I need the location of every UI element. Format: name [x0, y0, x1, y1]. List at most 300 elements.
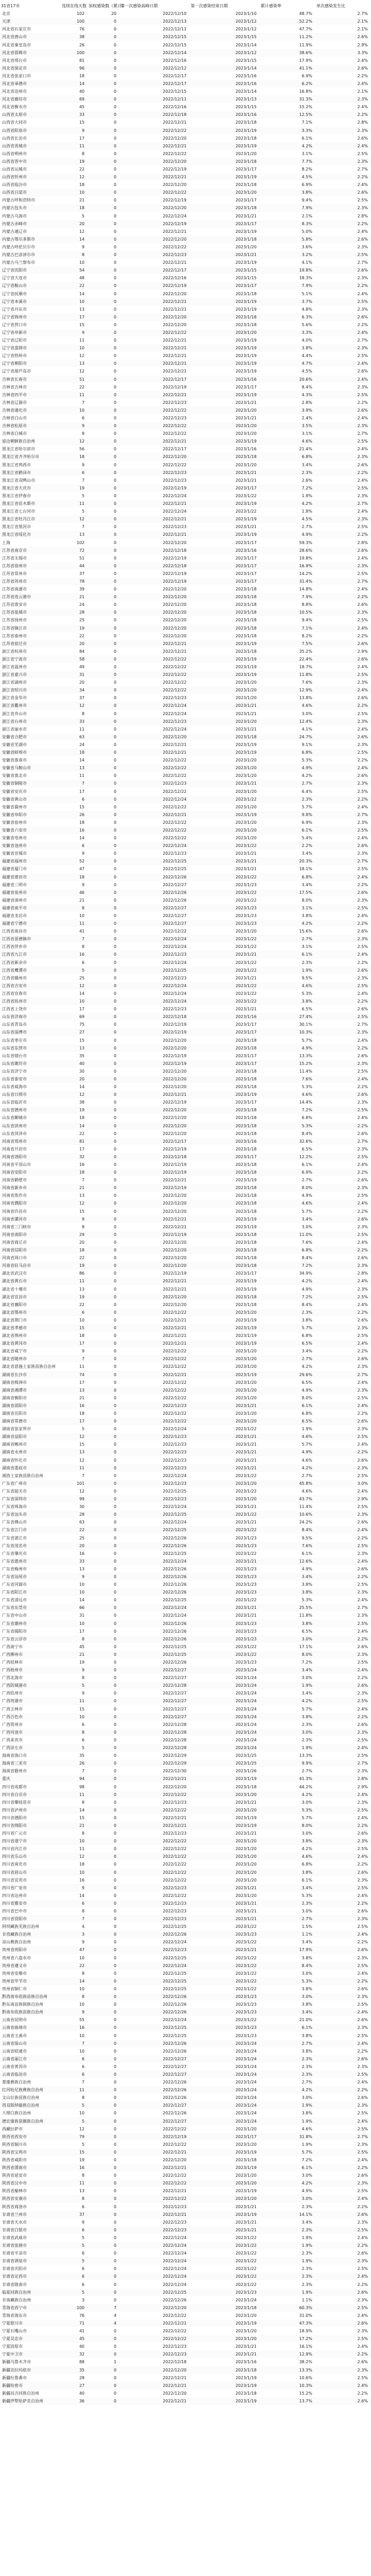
region-cell: 甘南藏族自治州: [2, 2297, 31, 2302]
end-date-cell: 2023/1/20: [190, 189, 260, 196]
online-days-cell: 21: [79, 198, 85, 203]
peak-date-cell: 2022/12/22: [162, 929, 187, 934]
online-days-cell: 52: [61, 857, 88, 865]
single-rate-cell: 2.6%: [315, 33, 371, 41]
single-rate-cell: 2.2%: [315, 795, 371, 803]
peak-date-cell: 2022/12/27: [120, 1713, 190, 1721]
region-cell: 浙江省温州市: [2, 665, 27, 670]
single-rate-cell: 2.4%: [315, 951, 371, 958]
table-row: [0, 2094, 371, 2102]
weighted-infections-cell: 0: [113, 1551, 116, 1556]
cumulative-rate-cell: 5.3%: [301, 991, 312, 996]
cumulative-rate-cell: 25.5%: [260, 1604, 315, 1612]
single-rate-cell: 2.3%: [357, 2064, 368, 2069]
weighted-infections-cell: 0: [88, 1355, 120, 1363]
online-days-cell: 18: [79, 1862, 85, 1867]
table-row: [0, 1799, 371, 1806]
peak-date-cell: 2022/12/29: [120, 1759, 190, 1767]
single-rate-cell: 2.6%: [315, 1417, 371, 1425]
single-rate-cell: 2.2%: [357, 758, 368, 763]
weighted-infections-cell: 0: [88, 500, 120, 507]
end-date-cell: 2023/1/22: [190, 1962, 260, 1970]
online-days-cell: 100: [61, 18, 88, 25]
online-days-cell: 7: [61, 1915, 88, 1923]
single-rate-cell: 2.4%: [315, 873, 371, 881]
cumulative-rate-cell: 4.9%: [260, 1044, 315, 1052]
weighted-infections-cell: 0: [113, 1877, 116, 1883]
single-rate-cell: 2.2%: [357, 2204, 368, 2209]
region-cell: 河北省张家口市: [2, 73, 31, 78]
single-rate-cell: 2.3%: [315, 1184, 371, 1192]
region-cell: 吉林省吉林市: [2, 384, 27, 389]
region-cell: 内蒙古赤峰市: [0, 220, 61, 228]
region-cell: 江苏省无锡市: [2, 555, 27, 561]
peak-date-cell: 2022/12/24: [120, 795, 190, 803]
cumulative-rate-cell: 3.0%: [301, 1224, 312, 1229]
cumulative-rate-cell: 5.7%: [301, 1038, 312, 1043]
end-date-cell: 2023/1/21: [235, 726, 257, 732]
peak-date-cell: 2022/12/23: [162, 1909, 187, 1914]
cumulative-rate-cell: 3.0%: [260, 1993, 315, 2001]
table-row: [0, 974, 371, 982]
region-cell: 云南省曲靖市: [0, 2024, 61, 2031]
single-rate-cell: 2.2%: [357, 1862, 368, 1867]
peak-date-cell: 2022/12/23: [120, 1915, 190, 1923]
end-date-cell: 2023/1/18: [190, 624, 260, 632]
weighted-infections-cell: 0: [88, 2148, 120, 2156]
end-date-cell: 2023/1/22: [190, 1526, 260, 1534]
weighted-infections-cell: 0: [88, 484, 120, 492]
peak-date-cell: 2022/12/28: [120, 1682, 190, 1689]
online-days-cell: 8: [61, 904, 88, 912]
single-rate-cell: 2.6%: [315, 2289, 371, 2296]
cumulative-rate-cell: 1.9%: [260, 2289, 315, 2296]
single-rate-cell: 2.6%: [357, 1520, 368, 1525]
weighted-infections-cell: 0: [88, 1060, 120, 1067]
cumulative-rate-cell: 3.0%: [260, 1635, 315, 1643]
region-cell: 广西柳州市: [0, 1651, 61, 1658]
cumulative-rate-cell: 3.4%: [260, 1215, 315, 1223]
peak-date-cell: 2022/12/27: [120, 1666, 190, 1674]
single-rate-cell: 2.3%: [357, 1146, 368, 1151]
region-cell: 辽宁省本溪市: [0, 298, 61, 306]
single-rate-cell: 2.2%: [357, 2048, 368, 2054]
single-rate-cell: 2.3%: [315, 1386, 371, 1394]
online-days-cell: 66: [61, 1604, 88, 1612]
region-cell: 广东省云浮市: [0, 1635, 61, 1643]
single-rate-cell: 2.3%: [357, 1955, 368, 1960]
weighted-infections-cell: 0: [113, 2329, 116, 2334]
end-date-cell: 2023/1/18: [235, 2158, 257, 2163]
end-date-cell: 2023/1/21: [235, 1909, 257, 1914]
table-row: [0, 2016, 371, 2024]
table-row: [0, 943, 371, 951]
cumulative-rate-cell: 1.9%: [301, 2142, 312, 2147]
region-cell: 云南省普洱市: [2, 2064, 27, 2069]
peak-date-cell: 2022/12/23: [162, 2204, 187, 2209]
online-days-cell: 18: [79, 73, 85, 78]
cumulative-rate-cell: 11.4%: [299, 1069, 312, 1074]
end-date-cell: 2023/1/20: [190, 764, 260, 772]
weighted-infections-cell: 0: [88, 1480, 120, 1487]
single-rate-cell: 2.4%: [357, 1706, 368, 1711]
cumulative-rate-cell: 3.4%: [301, 2219, 312, 2225]
table-row: [0, 2273, 371, 2280]
peak-date-cell: 2022/12/21: [120, 2148, 190, 2156]
peak-date-cell: 2022/12/18: [120, 562, 190, 570]
end-date-cell: 2023/1/19: [235, 369, 257, 374]
end-date-cell: 2023/1/21: [235, 2204, 257, 2209]
end-date-cell: 2023/1/20: [190, 1837, 260, 1845]
region-cell: 内蒙古鄂尔多斯市: [0, 235, 61, 243]
region-cell: 安徽省滁州市: [2, 804, 27, 809]
cumulative-rate-cell: 6.5%: [301, 1007, 312, 1012]
single-rate-cell: 2.7%: [315, 857, 371, 865]
end-date-cell: 2023/1/24: [190, 2071, 260, 2078]
peak-date-cell: 2022/12/26: [162, 1566, 187, 1571]
single-rate-cell: 2.6%: [315, 547, 371, 554]
end-date-cell: 2023/1/18: [190, 1293, 260, 1301]
single-rate-cell: 2.5%: [357, 2002, 368, 2007]
peak-date-cell: 2022/12/23: [162, 1442, 187, 1447]
single-rate-cell: 2.5%: [357, 2189, 368, 2194]
peak-date-cell: 2022/12/26: [120, 1620, 190, 1628]
table-row: [0, 1161, 371, 1168]
single-rate-cell: 2.7%: [315, 2133, 371, 2141]
end-date-cell: 2023/1/19: [235, 260, 257, 265]
end-date-cell: 2023/1/18: [190, 1122, 260, 1130]
weighted-infections-cell: 0: [113, 384, 116, 389]
single-rate-cell: 2.4%: [315, 329, 371, 336]
end-date-cell: 2023/1/23: [235, 1660, 257, 1665]
online-days-cell: 6: [61, 842, 88, 850]
table-row: [0, 1239, 371, 1246]
table-row: [0, 2156, 371, 2164]
cumulative-rate-cell: 4.3%: [260, 391, 315, 399]
weighted-infections-cell: 0: [113, 1458, 116, 1463]
weighted-infections-cell: 0: [88, 640, 120, 648]
peak-date-cell: 2022/12/27: [162, 882, 187, 887]
end-date-cell: 2023/1/20: [235, 2142, 257, 2147]
weighted-infections-cell: 0: [88, 344, 120, 352]
single-rate-cell: 2.6%: [357, 696, 368, 701]
single-rate-cell: 2.4%: [315, 360, 371, 367]
online-days-cell: 71: [61, 2319, 88, 2327]
weighted-infections-cell: 0: [113, 991, 116, 996]
table-row: [0, 686, 371, 694]
single-rate-cell: 2.6%: [315, 967, 371, 974]
peak-date-cell: 2022/12/22: [120, 2195, 190, 2202]
cumulative-rate-cell: 3.4%: [301, 462, 312, 467]
peak-date-cell: 2022/12/17: [120, 376, 190, 383]
end-date-cell: 2023/1/20: [235, 2126, 257, 2131]
peak-date-cell: 2022/12/20: [120, 1044, 190, 1052]
single-rate-cell: 3.3%: [315, 49, 371, 57]
region-cell: 湖北省黄冈市: [0, 1340, 61, 1347]
single-rate-cell: 2.3%: [357, 820, 368, 825]
region-cell: 广西河池市: [0, 1728, 61, 1736]
single-rate-cell: 2.4%: [357, 1038, 368, 1043]
peak-date-cell: 2022/12/21: [120, 749, 190, 756]
cumulative-rate-cell: 4.2%: [301, 773, 312, 778]
end-date-cell: 2023/1/24: [190, 1744, 260, 1752]
peak-date-cell: 2022/12/25: [120, 2289, 190, 2296]
single-rate-cell: 2.3%: [315, 1728, 371, 1736]
end-date-cell: 2023/1/20: [235, 244, 257, 249]
region-cell: 江西省赣州市: [2, 975, 27, 980]
single-rate-cell: 2.4%: [315, 1075, 371, 1083]
peak-date-cell: 2022/12/24: [120, 997, 190, 1005]
single-rate-cell: 2.3%: [315, 1837, 371, 1845]
peak-date-cell: 2022/12/15: [162, 42, 187, 47]
weighted-infections-cell: 0: [88, 49, 120, 57]
weighted-infections-cell: 0: [88, 686, 120, 694]
online-days-cell: 76: [79, 2313, 85, 2318]
online-days-cell: 20: [79, 1240, 85, 1245]
weighted-infections-cell: 0: [113, 897, 116, 903]
weighted-infections-cell: 0: [113, 462, 116, 467]
cumulative-rate-cell: 6.2%: [260, 80, 315, 88]
table-row: [0, 1433, 371, 1440]
peak-date-cell: 2022/12/24: [120, 2273, 190, 2280]
table-row: [0, 1417, 371, 1425]
end-date-cell: 2023/1/22: [190, 2257, 260, 2265]
region-cell: 江西省九江市: [0, 951, 61, 958]
table-row: [0, 515, 371, 523]
online-days-cell: 102: [76, 11, 85, 16]
peak-date-cell: 2022/12/22: [162, 431, 187, 436]
weighted-infections-cell: 0: [113, 1613, 116, 1618]
region-cell: 宁夏银川市: [0, 2319, 61, 2327]
end-date-cell: 2023/1/16: [235, 2360, 257, 2365]
weighted-infections-cell: 0: [88, 1542, 120, 1550]
online-days-cell: 5: [61, 1682, 88, 1689]
table-row: [0, 1472, 371, 1480]
end-date-cell: 2023/1/16: [235, 447, 257, 452]
online-days-cell: 5: [81, 213, 85, 218]
weighted-infections-cell: 0: [113, 555, 116, 561]
table-row: [0, 422, 371, 430]
cumulative-rate-cell: 2.1%: [301, 213, 312, 218]
weighted-infections-cell: 0: [88, 80, 120, 88]
region-cell: 黑龙江省佳木斯市: [0, 500, 61, 507]
single-rate-cell: 2.2%: [315, 1168, 371, 1176]
end-date-cell: 2023/1/20: [235, 431, 257, 436]
peak-date-cell: 2022/12/20: [162, 1784, 187, 1789]
region-cell: 江苏省盐城市: [0, 608, 61, 616]
single-rate-cell: 2.6%: [315, 1682, 371, 1689]
online-days-cell: 11: [61, 920, 88, 927]
cumulative-rate-cell: 6.8%: [260, 749, 315, 756]
single-rate-cell: 2.5%: [315, 2335, 371, 2343]
peak-date-cell: 2022/12/21: [120, 391, 190, 399]
peak-date-cell: 2022/12/26: [162, 1535, 187, 1540]
cumulative-rate-cell: 1.5%: [301, 1924, 312, 1929]
end-date-cell: 2023/1/20: [190, 826, 260, 834]
peak-date-cell: 2022/12/20: [120, 235, 190, 243]
peak-date-cell: 2022/12/23: [162, 1800, 187, 1805]
end-date-cell: 2023/1/24: [190, 1713, 260, 1721]
table-row: [0, 1954, 371, 1962]
end-date-cell: 2023/1/20: [190, 686, 260, 694]
table-row: [0, 360, 371, 367]
single-rate-cell: 2.2%: [315, 1122, 371, 1130]
online-days-cell: 14: [79, 1084, 85, 1090]
end-date-cell: 2023/1/15: [235, 105, 257, 110]
cumulative-rate-cell: 6.1%: [260, 2024, 315, 2031]
cumulative-rate-cell: 3.4%: [301, 1349, 312, 1354]
region-cell: 湖北省武汉市: [2, 1271, 27, 1276]
peak-date-cell: 2022/12/28: [162, 1737, 187, 1742]
online-days-cell: 16: [79, 1877, 85, 1883]
weighted-infections-cell: 0: [113, 1520, 116, 1525]
single-rate-cell: 2.2%: [315, 702, 371, 709]
online-days-cell: 20: [61, 1075, 88, 1083]
table-row: [0, 1876, 371, 1884]
end-date-cell: 2023/1/20: [190, 2179, 260, 2187]
online-days-cell: 41: [79, 929, 85, 934]
cumulative-rate-cell: 21.0%: [299, 2018, 312, 2023]
table-row: [0, 2350, 371, 2358]
cumulative-rate-cell: 10.3%: [260, 2382, 315, 2389]
online-days-cell: 11: [79, 338, 85, 343]
region-cell: 浙江省杭州市: [2, 649, 27, 654]
weighted-infections-cell: 0: [88, 127, 120, 134]
single-rate-cell: 2.5%: [357, 1395, 368, 1400]
table-row: [0, 196, 371, 204]
cumulative-rate-cell: 2.3%: [260, 2226, 315, 2234]
cumulative-rate-cell: 4.6%: [301, 1488, 312, 1494]
region-cell: 黔东南苗族侗族自治州: [2, 2002, 43, 2007]
region-cell: 河南省新乡市: [0, 1184, 61, 1192]
table-row: [0, 2242, 371, 2249]
online-days-cell: 18: [79, 1411, 85, 1416]
online-days-cell: 12: [79, 229, 85, 234]
weighted-infections-cell: 0: [113, 1831, 116, 1836]
online-days-cell: 6: [81, 960, 85, 965]
header-peak-date: 第一次感染高峰日期: [121, 4, 158, 9]
peak-date-cell: 2022/12/26: [120, 1573, 190, 1581]
weighted-infections-cell: 0: [113, 1722, 116, 1727]
online-days-cell: 22: [61, 1526, 88, 1534]
online-days-cell: 30: [79, 1069, 85, 1074]
cumulative-rate-cell: 6.5%: [301, 1146, 312, 1151]
end-date-cell: 2023/1/22: [235, 2235, 257, 2240]
region-cell: 湘西土家族苗族自治州: [2, 1473, 43, 1478]
cumulative-rate-cell: 4.2%: [260, 2179, 315, 2187]
online-days-cell: 69: [61, 95, 88, 103]
region-cell: 陕西省延安市: [2, 2173, 27, 2178]
cumulative-rate-cell: 4.2%: [301, 1364, 312, 1369]
region-cell: 广东省东莞市: [0, 1604, 61, 1612]
online-days-cell: 40: [79, 2344, 85, 2349]
cumulative-rate-cell: 4.2%: [260, 1277, 315, 1285]
peak-date-cell: 2022/12/21: [162, 1317, 187, 1323]
single-rate-cell: 2.3%: [357, 384, 368, 389]
peak-date-cell: 2022/12/26: [120, 1542, 190, 1550]
weighted-infections-cell: 0: [113, 2048, 116, 2054]
cumulative-rate-cell: 14.4%: [299, 1100, 312, 1105]
cumulative-rate-cell: 3.0%: [301, 1909, 312, 1914]
peak-date-cell: 2022/12/22: [120, 422, 190, 430]
region-cell: 辽宁省营口市: [2, 322, 27, 327]
end-date-cell: 2023/1/18: [190, 2304, 260, 2312]
table-row: [0, 1060, 371, 1067]
online-days-cell: 10: [61, 298, 88, 306]
peak-date-cell: 2022/12/23: [162, 696, 187, 701]
end-date-cell: 2023/1/18: [235, 2391, 257, 2396]
peak-date-cell: 2022/12/19: [120, 220, 190, 228]
region-cell: 云南省临沧市: [0, 2071, 61, 2078]
weighted-infections-cell: 0: [88, 437, 120, 445]
online-days-cell: 12: [79, 369, 85, 374]
single-rate-cell: 2.4%: [315, 2040, 371, 2047]
region-cell: 陕西省咸阳市: [2, 2158, 27, 2163]
end-date-cell: 2023/1/22: [235, 1955, 257, 1960]
online-days-cell: 9: [81, 1349, 85, 1354]
weighted-infections-cell: 0: [88, 826, 120, 834]
end-date-cell: 2023/1/22: [235, 1473, 257, 1478]
cumulative-rate-cell: 3.1%: [260, 904, 315, 912]
weighted-infections-cell: 0: [113, 602, 116, 607]
end-date-cell: 2023/1/20: [235, 820, 257, 825]
cumulative-rate-cell: 4.2%: [260, 1697, 315, 1705]
region-cell: 陕西省铜川市: [2, 2142, 27, 2147]
peak-date-cell: 2022/12/22: [162, 2142, 187, 2147]
region-cell: 内蒙古包头市: [0, 204, 61, 212]
table-row: [0, 2211, 371, 2218]
cumulative-rate-cell: 3.6%: [301, 244, 312, 249]
online-days-cell: 8: [61, 2195, 88, 2202]
end-date-cell: 2023/1/23: [190, 1588, 260, 1596]
single-rate-cell: 2.3%: [357, 1613, 368, 1618]
single-rate-cell: 2.6%: [357, 462, 368, 467]
online-days-cell: 78: [61, 578, 88, 585]
table-row: [0, 298, 371, 306]
cumulative-rate-cell: 7.2%: [260, 484, 315, 492]
weighted-infections-cell: 0: [88, 1138, 120, 1145]
online-days-cell: 18: [61, 204, 88, 212]
end-date-cell: 2023/1/18: [190, 1246, 260, 1254]
end-date-cell: 2023/1/20: [235, 836, 257, 841]
cumulative-rate-cell: 15.2%: [299, 105, 312, 110]
single-rate-cell: 2.2%: [315, 2164, 371, 2172]
table-row: [0, 873, 371, 881]
peak-date-cell: 2022/12/24: [162, 1613, 187, 1618]
region-cell: 四川省达州市: [2, 1893, 27, 1898]
end-date-cell: 2023/1/22: [190, 842, 260, 850]
weighted-infections-cell: 0: [88, 920, 120, 927]
end-date-cell: 2023/1/24: [235, 1706, 257, 1711]
cumulative-rate-cell: 14.1%: [260, 2211, 315, 2218]
cumulative-rate-cell: 6.1%: [301, 1162, 312, 1167]
region-cell: 山东省青岛市: [2, 1022, 27, 1027]
region-cell: 内蒙古乌海市: [2, 213, 27, 218]
region-cell: 山西省大同市: [2, 120, 27, 125]
weighted-infections-cell: 0: [88, 515, 120, 523]
peak-date-cell: 2022/12/20: [162, 1084, 187, 1090]
cumulative-rate-cell: 7.7%: [260, 158, 315, 165]
online-days-cell: 11: [61, 142, 88, 150]
region-cell: 河北省承德市: [0, 80, 61, 88]
peak-date-cell: 2022/12/17: [162, 447, 187, 452]
single-rate-cell: 2.7%: [315, 811, 371, 819]
region-cell: 甘肃省张掖市: [0, 2242, 61, 2249]
single-rate-cell: 2.6%: [357, 1986, 368, 1991]
online-days-cell: 26: [79, 42, 85, 47]
weighted-infections-cell: 0: [113, 1100, 116, 1105]
region-cell: 安徽省池州市: [0, 842, 61, 850]
